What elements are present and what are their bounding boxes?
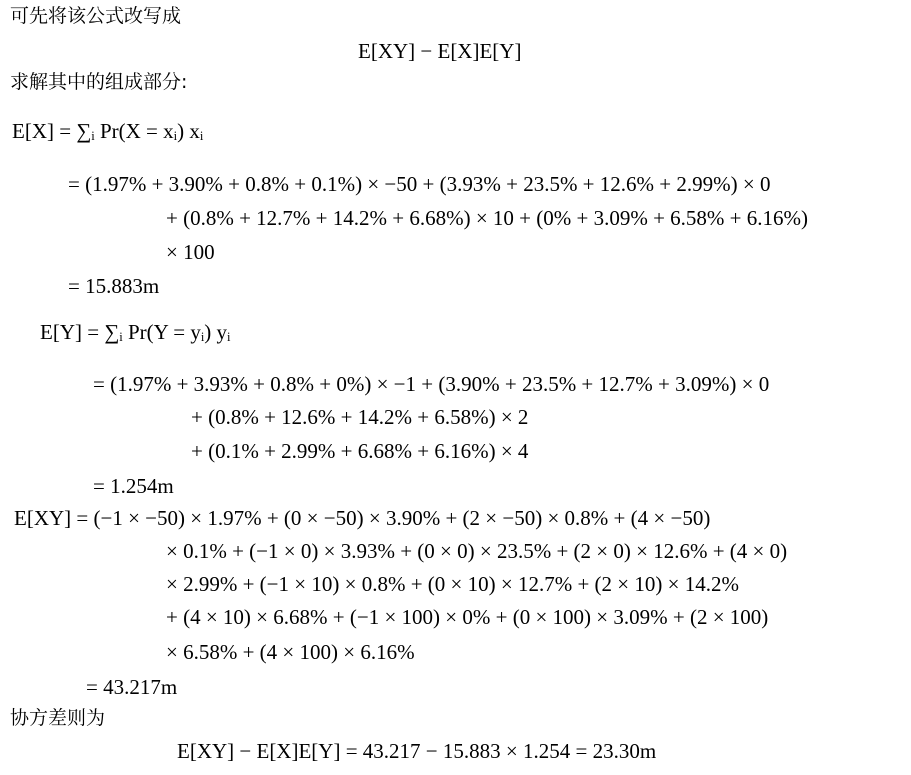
exy-line-5: × 6.58% + (4 × 100) × 6.16% <box>166 640 415 664</box>
ex-line-2: + (0.8% + 12.7% + 14.2% + 6.68%) × 10 + (0% + 3.09% + 6.58% + 6.16%) <box>166 206 809 230</box>
ex-result: = 15.883m <box>68 274 160 298</box>
covariance-text: 协方差则为 <box>10 707 106 729</box>
ex-line-1: = (1.97% + 3.90% + 0.8% + 0.1%) × −50 + (3.93% + 23.5% + 12.6% + 2.99%) × 0 <box>68 172 771 196</box>
ex-line-3: × 100 <box>166 240 215 264</box>
ey-result: = 1.254m <box>93 474 174 498</box>
covariance-formula: E[XY] − E[X]E[Y] <box>358 39 522 63</box>
ex-definition: E[X] = ∑ᵢ Pr(X = xᵢ) xᵢ <box>12 119 204 143</box>
exy-line-3: × 2.99% + (−1 × 10) × 0.8% + (0 × 10) × 12.7% + (2 × 10) × 14.2% <box>166 572 739 596</box>
intro-text: 可先将该公式改写成 <box>10 5 182 27</box>
ey-line-2: + (0.8% + 12.6% + 14.2% + 6.58%) × 2 <box>191 405 529 429</box>
final-formula: E[XY] − E[X]E[Y] = 43.217 − 15.883 × 1.254 = 23.30m <box>177 739 657 763</box>
components-text: 求解其中的组成部分: <box>10 71 188 93</box>
exy-line-1: E[XY] = (−1 × −50) × 1.97% + (0 × −50) × 3.90% + (2 × −50) × 0.8% + (4 × −50) <box>14 506 711 530</box>
ey-definition: E[Y] = ∑ᵢ Pr(Y = yᵢ) yᵢ <box>40 320 231 344</box>
exy-line-4: + (4 × 10) × 6.68% + (−1 × 100) × 0% + (0 × 100) × 3.09% + (2 × 100) <box>166 605 769 629</box>
ey-line-1: = (1.97% + 3.93% + 0.8% + 0%) × −1 + (3.90% + 23.5% + 12.7% + 3.09%) × 0 <box>93 372 770 396</box>
ey-line-3: + (0.1% + 2.99% + 6.68% + 6.16%) × 4 <box>191 439 529 463</box>
exy-line-2: × 0.1% + (−1 × 0) × 3.93% + (0 × 0) × 23.5% + (2 × 0) × 12.6% + (4 × 0) <box>166 539 788 563</box>
exy-result: = 43.217m <box>86 675 178 699</box>
